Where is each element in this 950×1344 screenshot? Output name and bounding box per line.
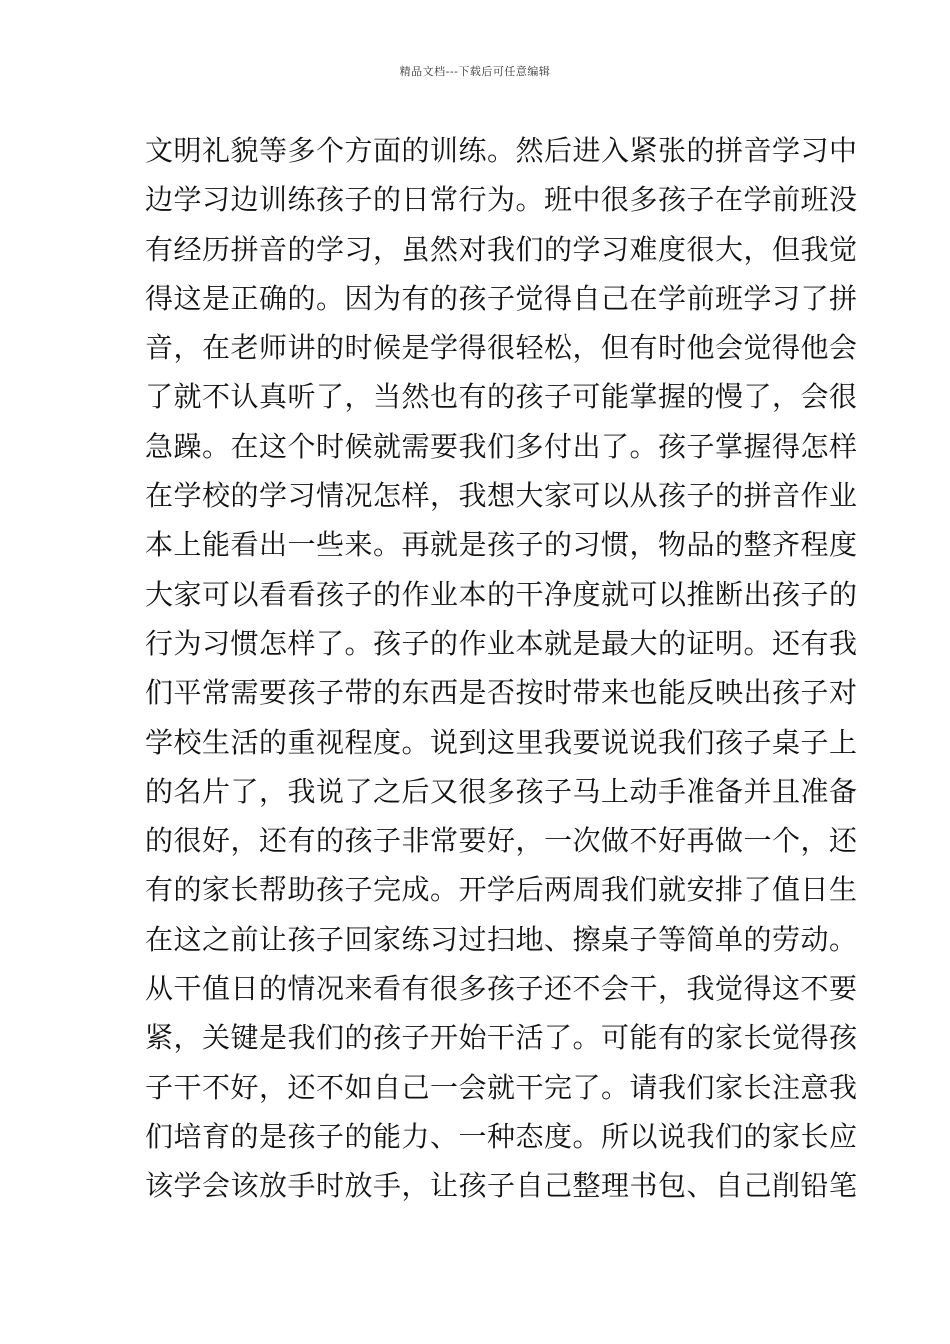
text-line: 子干不好，还不如自己一会就干完了。请我们家长注意我 (145, 1070, 858, 1104)
text-line: 在这之前让孩子回家练习过扫地、擦桌子等简单的劳动。 (145, 922, 858, 956)
text-line: 从干值日的情况来看有很多孩子还不会干，我觉得这不要 (145, 972, 858, 1006)
text-line: 边学习边训练孩子的日常行为。班中很多孩子在学前班没 (145, 183, 858, 217)
text-line: 的名片了，我说了之后又很多孩子马上动手准备并且准备 (145, 774, 858, 808)
text-line: 的很好，还有的孩子非常要好，一次做不好再做一个，还 (145, 824, 858, 858)
text-line: 得这是正确的。因为有的孩子觉得自己在学前班学习了拼 (145, 281, 858, 315)
text-line: 本上能看出一些来。再就是孩子的习惯，物品的整齐程度 (145, 528, 858, 562)
text-line: 急躁。在这个时候就需要我们多付出了。孩子掌握得怎样 (145, 429, 858, 463)
text-line: 们培育的是孩子的能力、一种态度。所以说我们的家长应 (145, 1119, 858, 1153)
page-header: 精品文档---下载后可任意编辑 (399, 65, 551, 78)
text-line: 紧，关键是我们的孩子开始干活了。可能有的家长觉得孩 (145, 1021, 858, 1055)
text-line: 有经历拼音的学习，虽然对我们的学习难度很大，但我觉 (145, 232, 858, 266)
text-line: 文明礼貌等多个方面的训练。然后进入紧张的拼音学习中 (145, 134, 858, 167)
text-line: 在学校的学习情况怎样，我想大家可以从孩子的拼音作业 (145, 479, 858, 513)
text-line: 学校生活的重视程度。说到这里我要说说我们孩子桌子上 (145, 725, 858, 759)
text-line: 们平常需要孩子带的东西是否按时带来也能反映出孩子对 (145, 676, 858, 710)
text-line: 该学会该放手时放手，让孩子自己整理书包、自己削铅笔 (145, 1169, 858, 1203)
text-line: 有的家长帮助孩子完成。开学后两周我们就安排了值日生 (145, 873, 858, 907)
text-line: 了就不认真听了，当然也有的孩子可能掌握的慢了，会很 (145, 380, 858, 414)
text-line: 音，在老师讲的时候是学得很轻松，但有时他会觉得他会 (145, 331, 858, 365)
text-line: 大家可以看看孩子的作业本的干净度就可以推断出孩子的 (145, 577, 858, 611)
text-line: 行为习惯怎样了。孩子的作业本就是最大的证明。还有我 (145, 626, 858, 660)
body-paragraph (145, 126, 858, 1211)
